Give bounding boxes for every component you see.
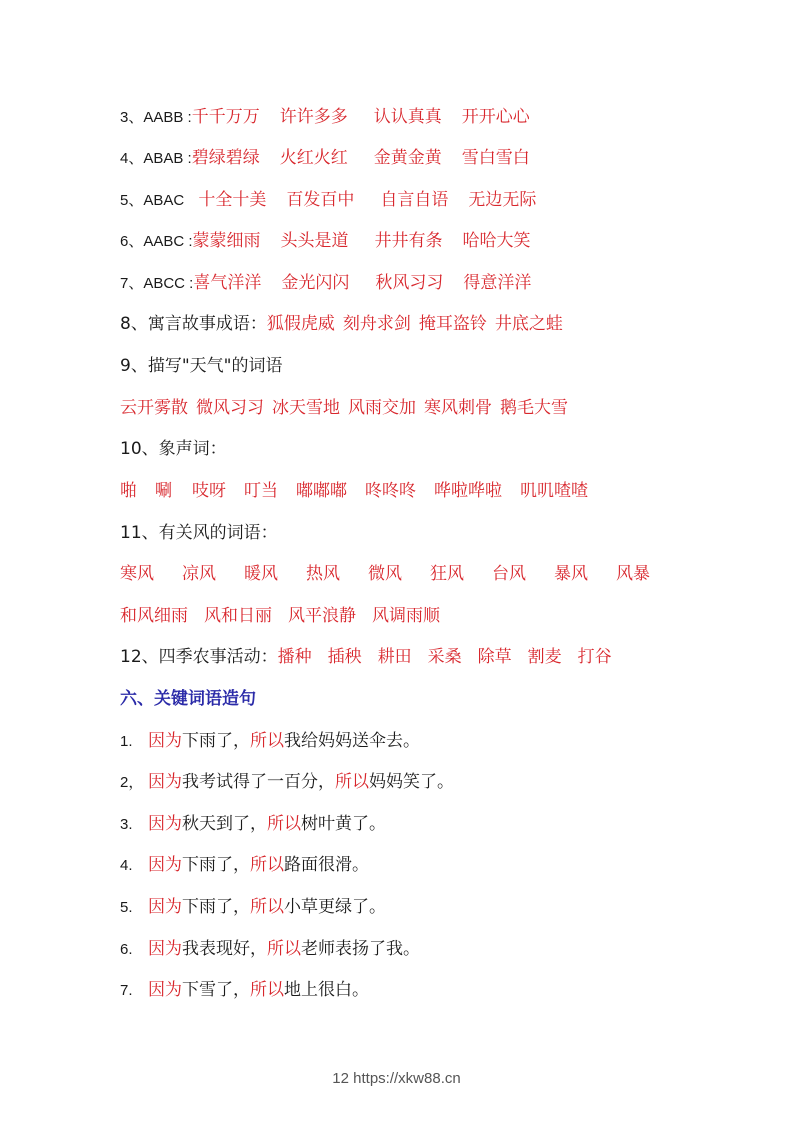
word: 台风 [492, 564, 526, 584]
wind-words-row-2 [120, 605, 440, 627]
word: 除草 [477, 647, 512, 667]
word: 狂风 [430, 564, 464, 584]
word: 嘟嘟嘟 [296, 481, 347, 501]
onomatopoeia-heading [120, 438, 227, 460]
keyword-because: 因为 [148, 731, 182, 751]
pattern-row-abcc [120, 272, 531, 295]
sentence-number: 4. [120, 857, 133, 874]
fable-idioms-row [120, 313, 563, 335]
word: 咚咚咚 [365, 481, 416, 501]
word: 许许多多 [279, 107, 348, 127]
word: 雪白雪白 [461, 148, 530, 168]
word: 千千万万 [191, 107, 260, 127]
wind-words-heading [120, 522, 278, 544]
word: 云开雾散 [120, 398, 188, 418]
word: 狐假虎威 [266, 314, 335, 334]
sentence-number: 5. [120, 899, 133, 916]
sentence-text: 秋天到了， [182, 814, 267, 834]
wind-words-row-1 [120, 563, 650, 585]
word: 吱呀 [192, 481, 226, 501]
sentence-item [120, 854, 369, 877]
row-label: 6、AABC : [120, 233, 193, 250]
word: 唰 [155, 481, 172, 501]
word: 插秧 [327, 647, 362, 667]
word: 微风 [368, 564, 402, 584]
word: 井井有条 [374, 231, 443, 251]
word: 碧绿碧绿 [191, 148, 260, 168]
sentence-text: 路面很滑。 [284, 855, 369, 875]
row-label: 8、寓言故事成语： [120, 314, 267, 334]
sentence-text: 小草更绿了。 [284, 897, 386, 917]
keyword-so: 所以 [335, 772, 369, 792]
word: 风和日丽 [204, 606, 272, 626]
row-label: 4、ABAB : [120, 150, 192, 167]
row-label: 3、AABB : [120, 109, 192, 126]
row-label: 7、ABCC : [120, 275, 194, 292]
keyword-so: 所以 [250, 731, 284, 751]
sentence-text: 妈妈笑了。 [369, 772, 454, 792]
keyword-because: 因为 [148, 897, 182, 917]
word: 哗啦哗啦 [434, 481, 502, 501]
word: 自言自语 [380, 190, 449, 210]
sentence-item [120, 771, 454, 794]
word: 认认真真 [373, 107, 442, 127]
sentence-text: 下雨了， [182, 897, 250, 917]
word: 耕田 [377, 647, 412, 667]
word: 哈哈大笑 [462, 231, 531, 251]
word: 叮当 [244, 481, 278, 501]
row-label: 9、描写"天气"的词语 [120, 356, 283, 376]
sentence-item [120, 938, 420, 961]
word: 寒风 [120, 564, 154, 584]
keyword-so: 所以 [267, 814, 301, 834]
word: 井底之蛙 [494, 314, 563, 334]
pattern-row-abab [120, 147, 530, 170]
sentence-number: 3. [120, 816, 133, 833]
word: 播种 [277, 647, 312, 667]
word: 啪 [120, 481, 137, 501]
sentence-number: 1. [120, 733, 133, 750]
word: 得意洋洋 [463, 273, 532, 293]
row-label: 5、ABAC [120, 192, 189, 209]
keyword-so: 所以 [250, 897, 284, 917]
sentence-text: 树叶黄了。 [301, 814, 386, 834]
farming-activities-row [120, 646, 612, 668]
pattern-row-aabc [120, 230, 531, 253]
sentence-number: 7. [120, 982, 133, 999]
word: 和风细雨 [120, 606, 188, 626]
keyword-because: 因为 [148, 814, 182, 834]
word: 金光闪闪 [281, 273, 350, 293]
word: 采桑 [427, 647, 462, 667]
weather-words-row [120, 397, 568, 419]
word: 微风习习 [196, 398, 264, 418]
word: 百发百中 [286, 190, 355, 210]
row-label: 10、象声词： [120, 439, 227, 459]
word: 暴风 [554, 564, 588, 584]
sentence-item [120, 813, 386, 836]
page-footer: 12 https://xkw88.cn [332, 1070, 461, 1087]
word: 风雨交加 [348, 398, 416, 418]
word: 割麦 [527, 647, 562, 667]
sentence-item [120, 979, 369, 1002]
sentence-text: 下雨了， [182, 731, 250, 751]
word: 无边无际 [468, 190, 537, 210]
word: 暖风 [244, 564, 278, 584]
word: 掩耳盗铃 [418, 314, 487, 334]
word: 刻舟求剑 [342, 314, 411, 334]
keyword-because: 因为 [148, 855, 182, 875]
word: 鹅毛大雪 [500, 398, 568, 418]
word: 叽叽喳喳 [520, 481, 588, 501]
word: 头头是道 [280, 231, 349, 251]
word: 打谷 [577, 647, 612, 667]
word: 热风 [306, 564, 340, 584]
sentence-text: 下雪了， [182, 980, 250, 1000]
word: 秋风习习 [375, 273, 444, 293]
word: 风调雨顺 [372, 606, 440, 626]
keyword-because: 因为 [148, 980, 182, 1000]
sentence-item [120, 730, 420, 753]
pattern-row-aabb [120, 106, 530, 129]
keyword-so: 所以 [267, 939, 301, 959]
word: 十全十美 [198, 190, 267, 210]
sentence-number: 6. [120, 941, 133, 958]
row-label: 12、四季农事活动： [120, 647, 278, 667]
word: 蒙蒙细雨 [192, 231, 261, 251]
keyword-so: 所以 [250, 855, 284, 875]
sentence-item [120, 896, 386, 919]
section-title: 六、关键词语造句 [120, 689, 256, 709]
row-label: 11、有关风的词语： [120, 523, 278, 543]
sentence-text: 我给妈妈送伞去。 [284, 731, 420, 751]
sentence-text: 我考试得了一百分， [182, 772, 335, 792]
onomatopoeia-row [120, 480, 588, 502]
sentence-text: 老师表扬了我。 [301, 939, 420, 959]
word: 金黄金黄 [373, 148, 442, 168]
weather-words-heading [120, 355, 282, 377]
pattern-row-abac [120, 189, 536, 212]
word: 风暴 [616, 564, 650, 584]
sentence-text: 地上很白。 [284, 980, 369, 1000]
keyword-so: 所以 [250, 980, 284, 1000]
word: 寒风刺骨 [424, 398, 492, 418]
keyword-because: 因为 [148, 939, 182, 959]
sentence-text: 下雨了， [182, 855, 250, 875]
word: 喜气洋洋 [193, 273, 262, 293]
word: 开开心心 [461, 107, 530, 127]
sentence-number: 2， [120, 774, 144, 791]
word: 风平浪静 [288, 606, 356, 626]
keyword-because: 因为 [148, 772, 182, 792]
sentence-text: 我表现好， [182, 939, 267, 959]
word: 冰天雪地 [272, 398, 340, 418]
word: 凉风 [182, 564, 216, 584]
word: 火红火红 [279, 148, 348, 168]
